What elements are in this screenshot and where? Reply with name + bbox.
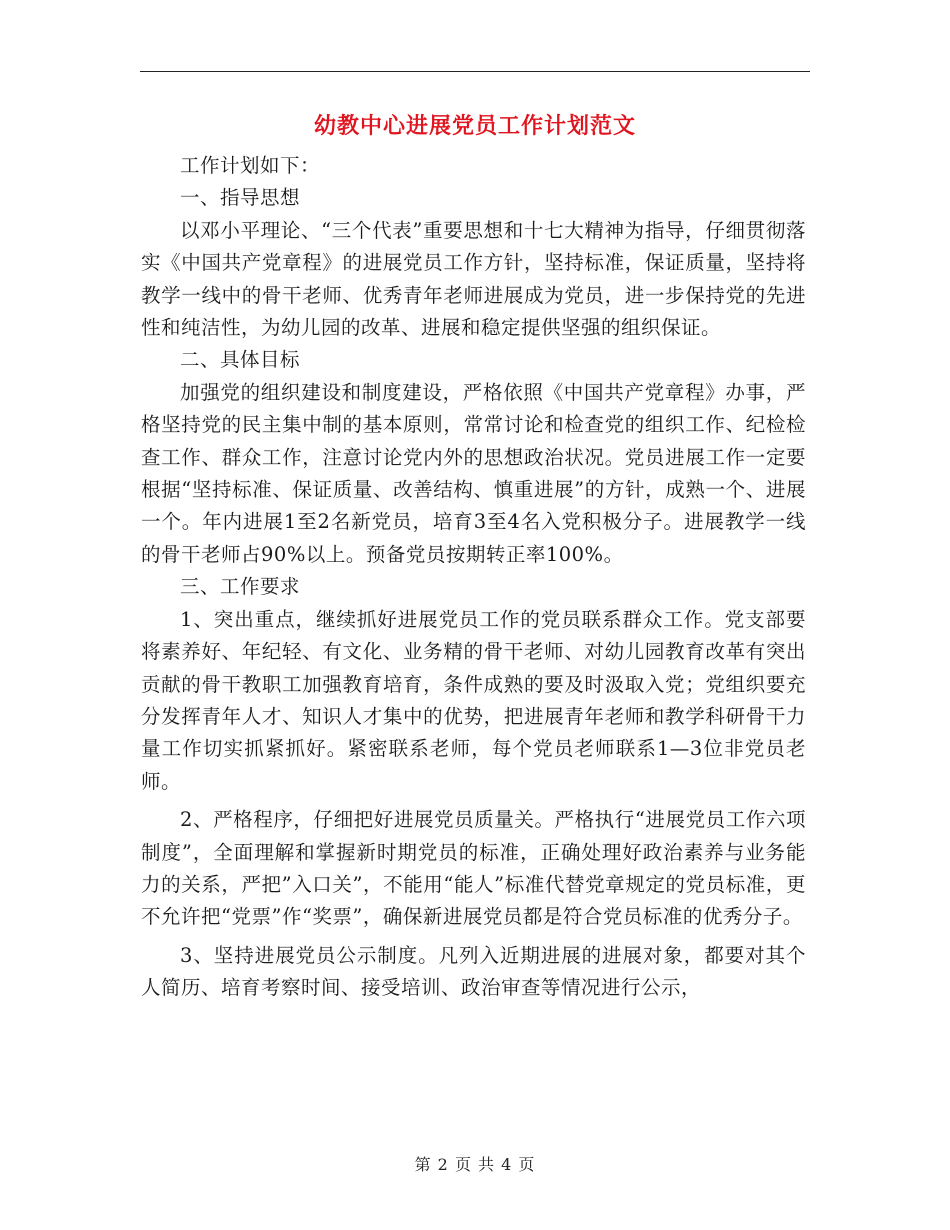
- paragraph-guiding-ideology: 以邓小平理论、“三个代表”重要思想和十七大精神为指导，仔细贯彻落实《中国共产党章程》的进展党员工作方针，坚持标准，保证质量，坚持将教学一线中的骨干老师、优秀青年老师进展成为党员，进一步保持党的先进性和纯洁性，为幼儿园的改革、进展和稳定提供坚强的组织保证。: [141, 218, 806, 340]
- paragraph-intro: 工作计划如下：: [180, 154, 321, 177]
- heading-guiding-ideology: 一、指导思想: [180, 186, 301, 210]
- document-title: 幼教中心进展党员工作计划范文: [313, 113, 636, 139]
- paragraph-requirement-1: 1、突出重点，继续抓好进展党员工作的党员联系群众工作。党支部要将素养好、年纪轻、有文化、业务精的骨干老师、对幼儿园教育改革有突出贡献的骨干教职工加强教育培育，条件成熟的要及时汲取入党；党组织要充分发挥青年人才、知识人才集中的优势，把进展青年老师和教学科研骨干力量工作切实抓紧抓好。紧密联系老师，每个党员老师联系1—3位非党员老师。: [141, 607, 806, 793]
- heading-specific-goals: 二、具体目标: [180, 348, 301, 372]
- heading-work-requirements: 三、工作要求: [180, 575, 301, 599]
- header-rule: [140, 71, 810, 72]
- paragraph-requirement-3: 3、坚持进展党员公示制度。凡列入近期进展的进展对象，都要对其个人简历、培育考察时间、接受培训、政治审查等情况进行公示，: [141, 943, 806, 1000]
- page-number: 第 2 页 共 4 页: [414, 1155, 536, 1174]
- document-body: [141, 150, 806, 1005]
- paragraph-requirement-2: 2、严格程序，仔细把好进展党员质量关。严格执行“进展党员工作六项制度”，全面理解和掌握新时期党员的标准，正确处理好政治素养与业务能力的关系，严把”入口关”，不能用“能人”标准代替党章规定的党员标准，更不允许把“党票”作“奖票”，确保新进展党员都是符合党员标准的优秀分子。: [141, 808, 806, 929]
- paragraph-specific-goals: 加强党的组织建设和制度建设，严格依照《中国共产党章程》办事，严格坚持党的民主集中制的基本原则，常常讨论和检查党的组织工作、纪检检查工作、群众工作，注意讨论党内外的思想政治状况。党员进展工作一定要根据“坚持标准、保证质量、改善结构、慎重进展”的方针，成熟一个、进展一个。年内进展1至2名新党员，培育3至4名入党积极分子。进展教学一线的骨干老师占90%以上。预备党员按期转正率100%。: [141, 380, 806, 566]
